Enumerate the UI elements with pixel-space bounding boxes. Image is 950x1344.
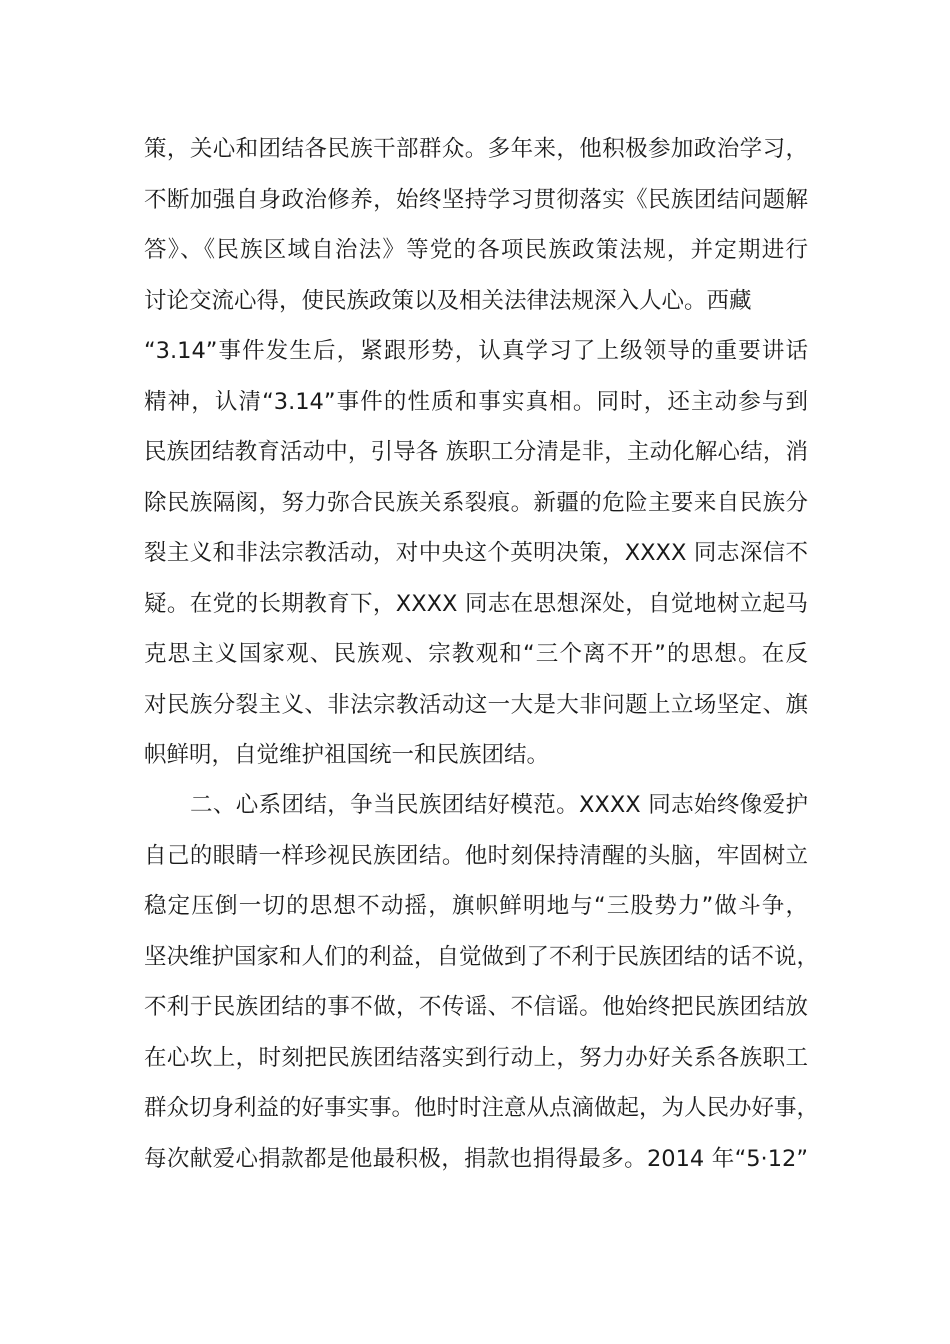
paragraph-line: 讨论交流心得，使民族政策以及相关法律法规深入人心。西藏 — [144, 287, 752, 314]
paragraph-line: 每次献爱心捐款都是他最积极，捐款也捐得最多。2014 年“5·12” — [144, 1145, 808, 1172]
paragraph-line: 群众切身利益的好事实事。他时时注意从点滴做起，为人民办好事， — [144, 1095, 820, 1121]
paragraph-line: 坚决维护国家和人们的利益，自觉做到了不利于民族团结的话不说， — [144, 943, 820, 970]
paragraph-line: 自己的眼睛一样珍视民族团结。他时刻保持清醒的头脑，牢固树立 — [144, 842, 808, 869]
paragraph-line: 裂主义和非法宗教活动，对中央这个英明决策，XXXX 同志深信不 — [144, 540, 808, 566]
paragraph-line: “3.14”事件发生后，紧跟形势，认真学习了上级领导的重要讲话 — [144, 338, 808, 364]
paragraph-1 — [144, 124, 808, 781]
paragraph-line: 稳定压倒一切的思想不动摇，旗帜鲜明地与“三股势力”做斗争， — [144, 893, 808, 919]
paragraph-line: 不利于民族团结的事不做，不传谣、不信谣。他始终把民族团结放 — [144, 994, 808, 1020]
paragraph-2 — [144, 780, 820, 1184]
paragraph-line: 对民族分裂主义、非法宗教活动这一大是大非问题上立场坚定、旗 — [144, 691, 808, 718]
paragraph-line: 除民族隔阂，努力弥合民族关系裂痕。新疆的危险主要来自民族分 — [144, 489, 808, 516]
paragraph-line: 疑。在党的长期教育下，XXXX 同志在思想深处，自觉地树立起马 — [144, 590, 808, 617]
paragraph-line: 在心坎上，时刻把民族团结落实到行动上，努力办好关系各族职工 — [144, 1044, 808, 1071]
paragraph-line: 答》、《民族区域自治法》等党的各项民族政策法规，并定期进行 — [144, 237, 808, 263]
paragraph-line: 二、心系团结，争当民族团结好模范。XXXX 同志始终像爱护 — [190, 792, 808, 818]
paragraph-line: 克思主义国家观、民族观、宗教观和“三个离不开”的思想。在反 — [144, 641, 808, 667]
paragraph-line: 帜鲜明，自觉维护祖国统一和民族团结。 — [144, 742, 550, 768]
paragraph-line: 策，关心和团结各民族干部群众。多年来，他积极参加政治学习， — [144, 136, 808, 162]
paragraph-line: 精神，认清“3.14”事件的性质和事实真相。同时，还主动参与到 — [144, 388, 808, 415]
paragraph-line: 不断加强自身政治修养，始终坚持学习贯彻落实《民族团结问题解 — [144, 186, 808, 213]
paragraph-line: 民族团结教育活动中，引导各 族职工分清是非，主动化解心结，消 — [144, 439, 808, 465]
